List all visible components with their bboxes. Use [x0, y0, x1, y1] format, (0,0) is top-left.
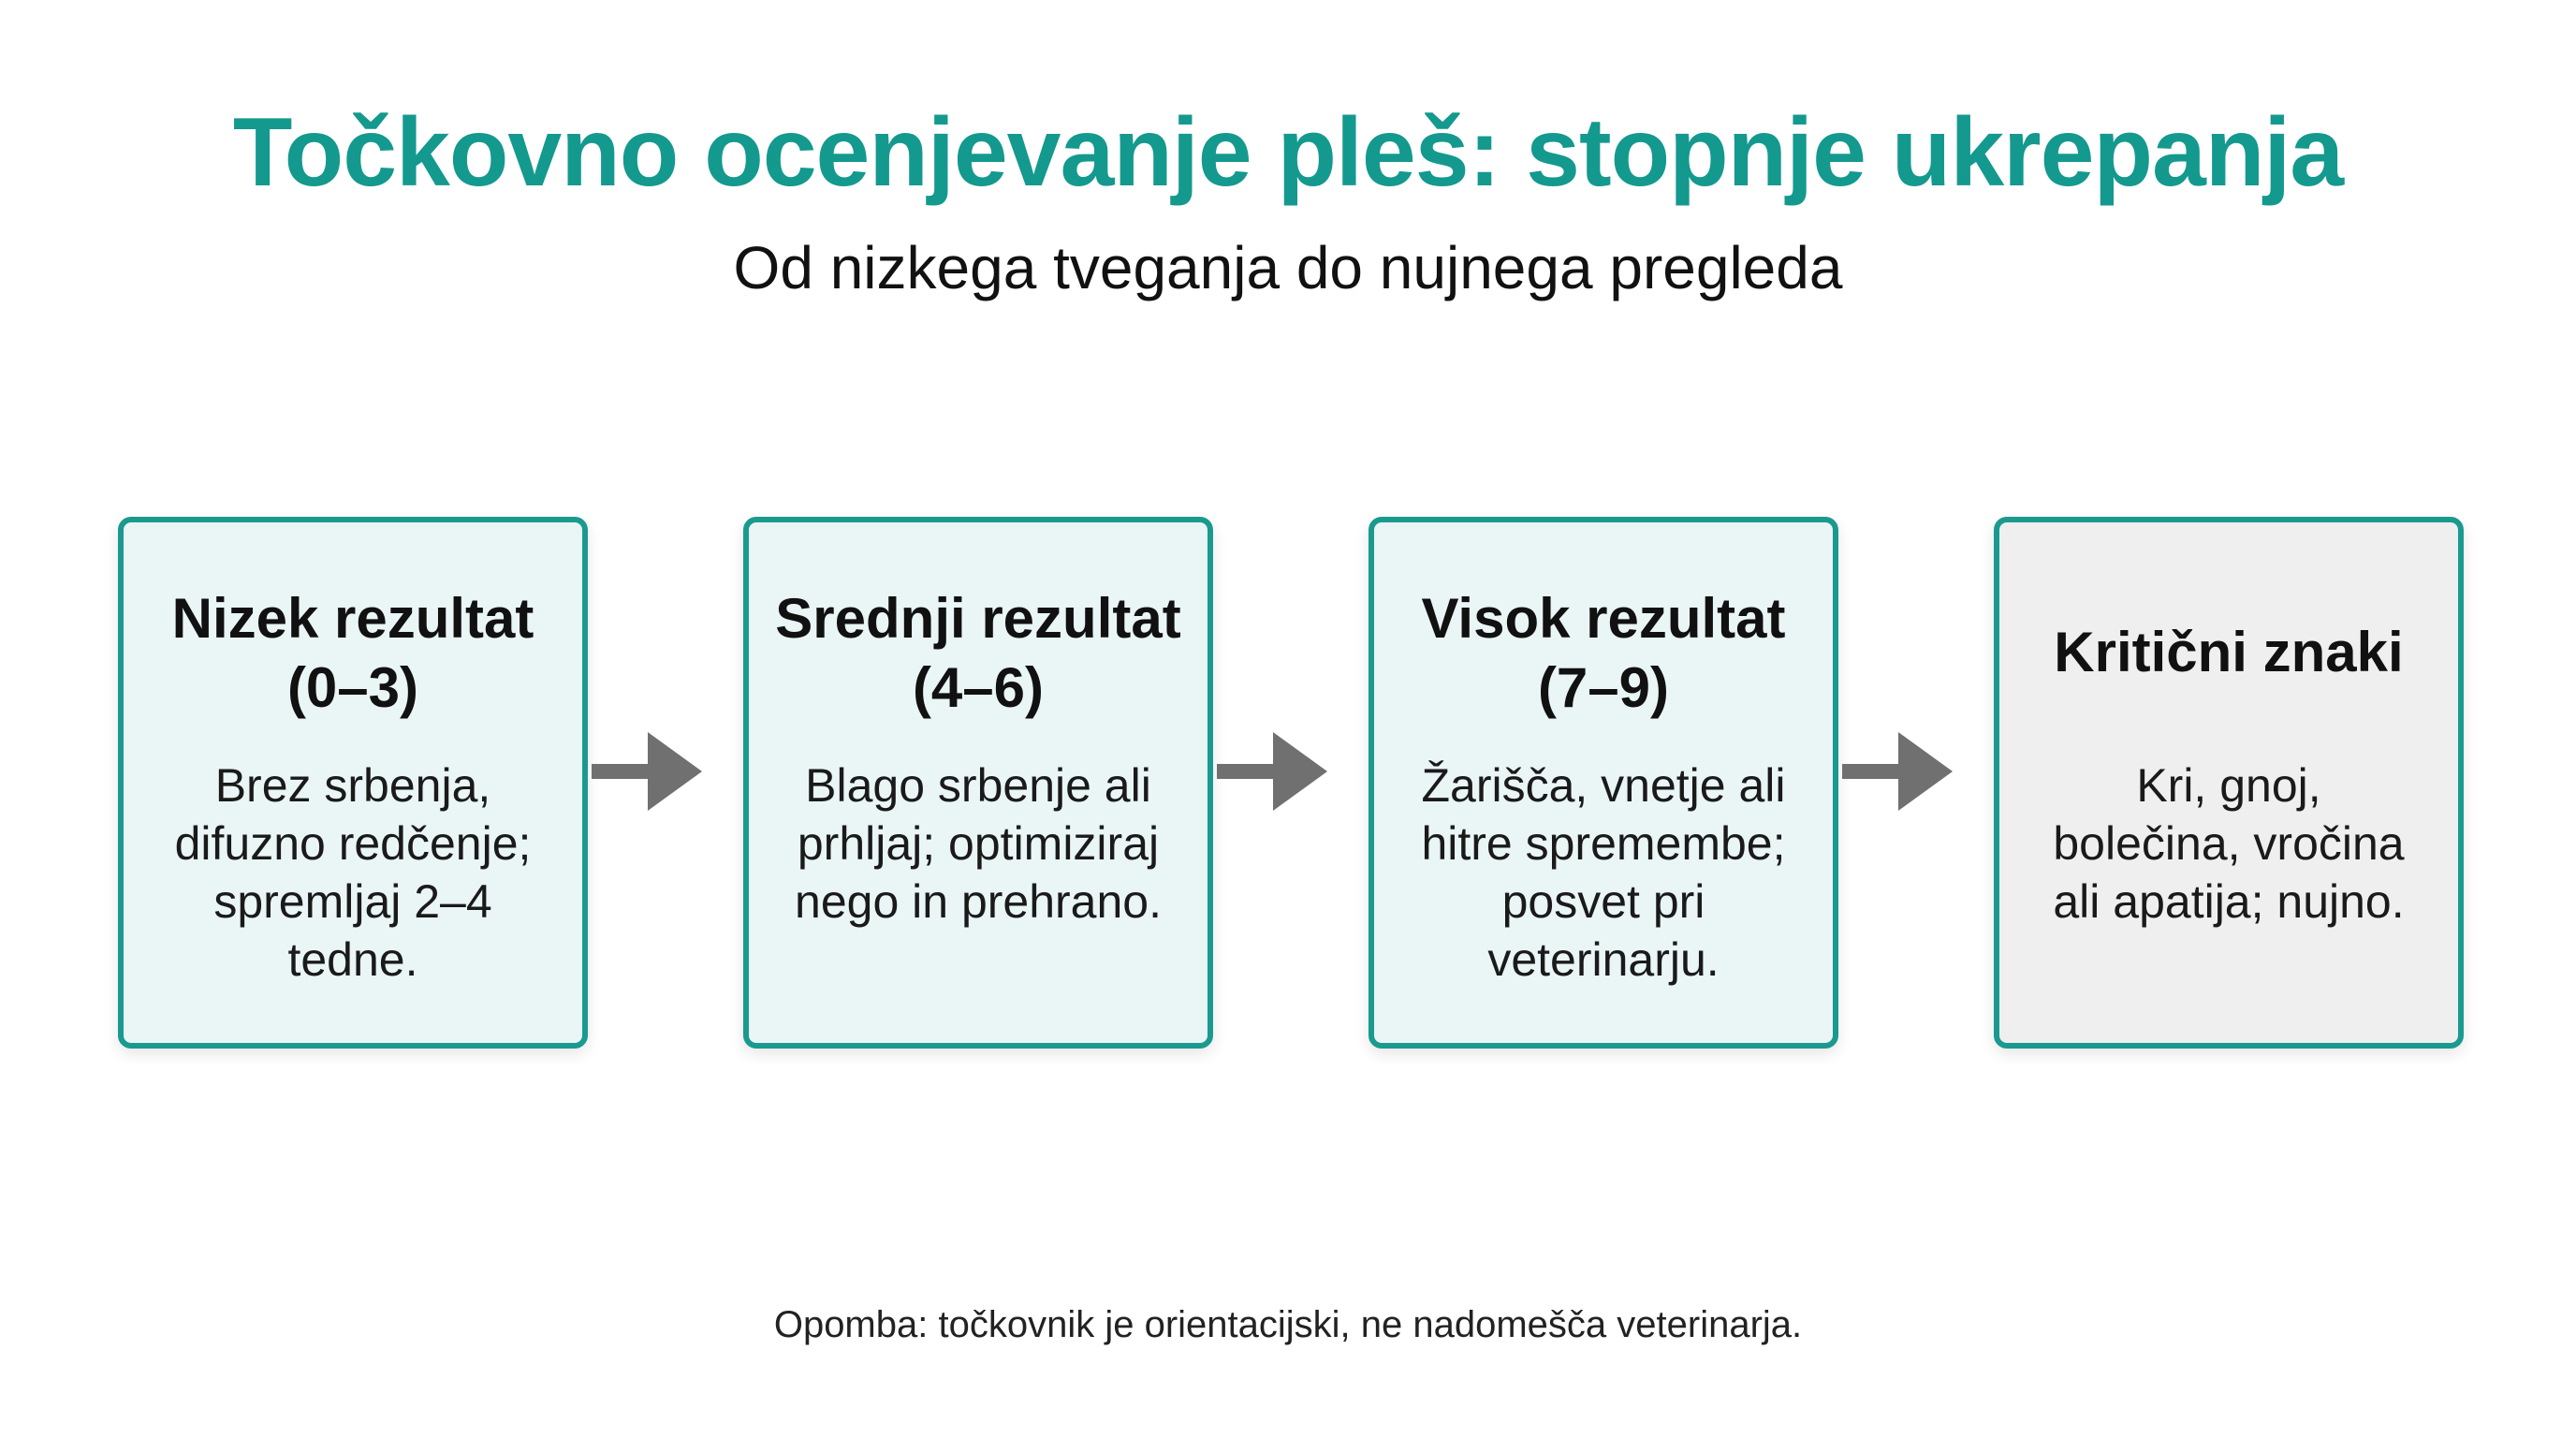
stage-heading — [749, 584, 1208, 723]
stage-range: (0–3) — [286, 656, 419, 719]
stage-box-high — [1368, 517, 1838, 1049]
diagram-title: Točkovno ocenjevanje pleš: stopnje ukrepanja — [232, 98, 2344, 207]
stage-title: Kritični znaki — [2054, 621, 2404, 683]
stage-title: Visok rezultat — [1421, 587, 1786, 650]
stage-description: Brez srbenja, difuzno redčenje; spremljaj 2–4 tedne. — [174, 759, 532, 986]
stage-box-low — [118, 517, 588, 1049]
arrow-right-icon — [1217, 732, 1327, 811]
stage-description: Blago srbenje ali prhljaj; optimiziraj nego in prehrano. — [795, 759, 1162, 928]
stage-heading — [1999, 618, 2458, 687]
stage-description: Kri, gnoj, bolečina, vročina ali apatija; nujno. — [2053, 759, 2405, 928]
stage-title: Nizek rezultat — [171, 587, 534, 650]
stage-box-medium — [743, 517, 1213, 1049]
diagram-subtitle: Od nizkega tveganja do nujnega pregleda — [733, 234, 1843, 301]
stage-heading — [124, 584, 582, 723]
footnote: Opomba: točkovnik je orientacijski, ne nadomešča veterinarja. — [773, 1304, 1803, 1345]
arrow-right-icon — [592, 732, 702, 811]
stage-range: (4–6) — [912, 656, 1045, 719]
stage-range: (7–9) — [1537, 656, 1670, 719]
arrow-right-icon — [1842, 732, 1953, 811]
stage-box-critical — [1994, 517, 2464, 1049]
stage-heading — [1374, 584, 1833, 723]
stage-description: Žarišča, vnetje ali hitre spremembe; posvet pri veterinarju. — [1421, 759, 1786, 986]
stage-title: Srednji rezultat — [775, 587, 1181, 650]
